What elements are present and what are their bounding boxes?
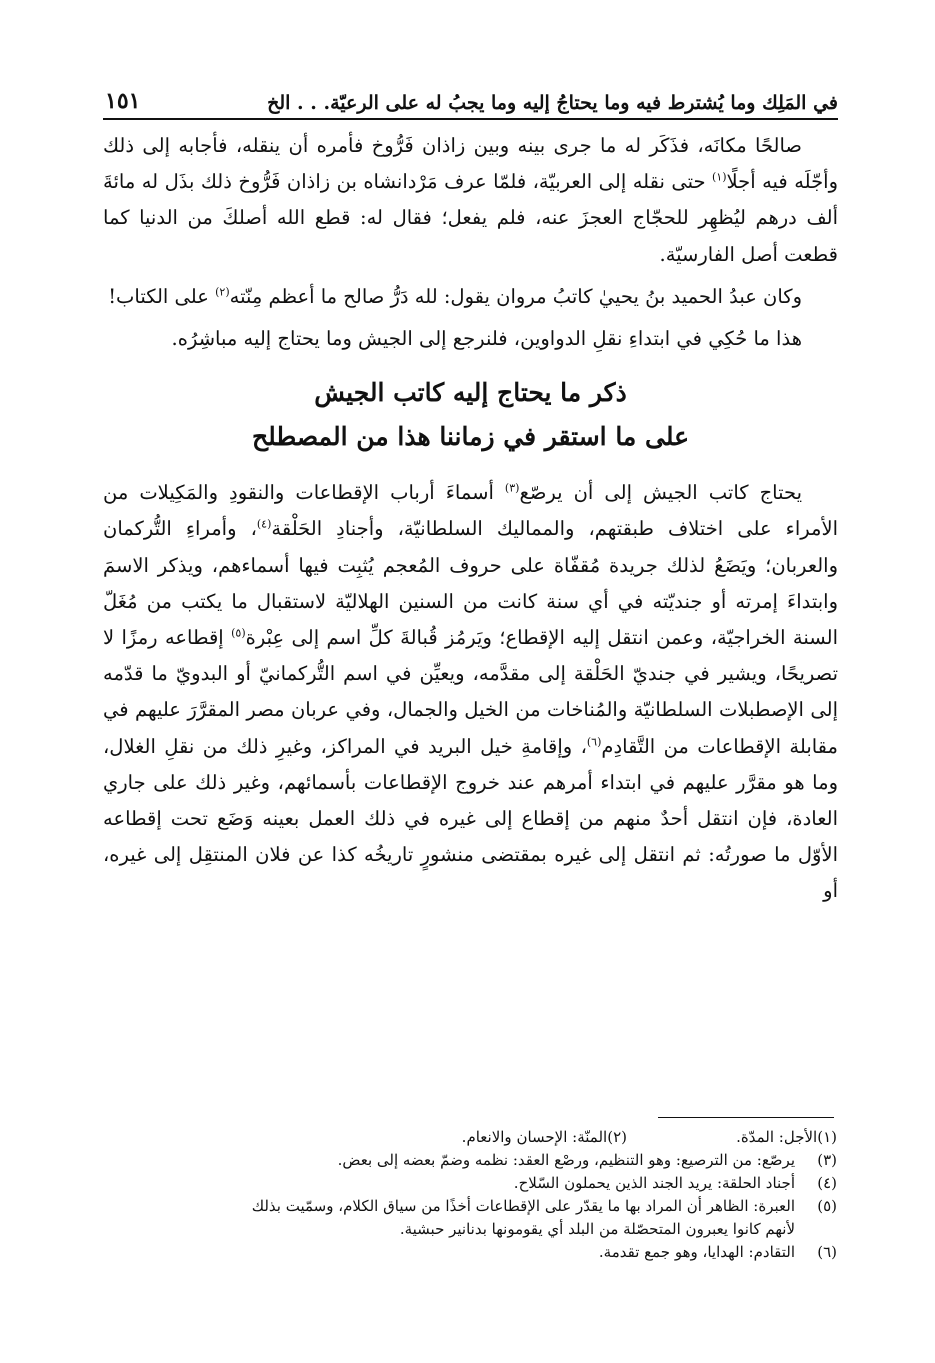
footnote-label: (٣) xyxy=(817,1151,837,1169)
footnote-row-1-2 xyxy=(100,1126,837,1149)
footnote-text: المنّة: الإحسان والانعام. xyxy=(461,1128,608,1146)
footnote-2 xyxy=(100,1126,627,1149)
footnote-ref-5: (٥) xyxy=(231,626,246,640)
section-heading-line-2: على ما استقر في زماننا هذا من المصطلح xyxy=(251,422,690,452)
section-paragraph xyxy=(103,475,838,909)
footnote-3 xyxy=(100,1149,837,1172)
text-run: هذا ما حُكِي في ابتداءِ نقلِ الدواوين، فلنرجع إلى الجيش وما يحتاج إليه مباشِرُه. xyxy=(171,327,802,351)
footnote-5-continuation: لأنهم كانوا يعبرون المتحصّلة من البلد أي يقومونها بدنانير حبشية. xyxy=(399,1220,795,1238)
text-run: على الكتاب! xyxy=(108,284,216,308)
footnotes xyxy=(100,1126,837,1264)
text-run: ، وأمراءِ التُّركمان والعربان؛ ويَضَعُ لذلك جريدة مُقفّاة على حروف المُعجم يُثبِت فيها أسماءهم، ويذكر الاسمَ وابتداءَ إمرته أو جنديّته في أي سنة كانت من السنين الهلاليّة لاستقبال ما يكتب من مُغَلّ السنة الخراجيّة، وعمن انتقل إليه الإقطاع؛ ويَرمُز قُبالةَ كلِّ اسم إلى عِبْرة xyxy=(103,517,838,650)
text-run: وكان عبدُ الحميد بنُ يحييٰ كاتبُ مروان يقول: لله دَرُّ صالح ما أعظم مِنّته xyxy=(229,284,802,308)
footnote-text: يرصّع: من الترصيع: وهو التنظيم، ورصْع العقد: نظمه وضمّ بعضه إلى بعض. xyxy=(337,1151,795,1169)
header-rule xyxy=(103,118,838,120)
text-run: إقطاعه رمزًا لا تصريحًا، ويشير في جنديّ الحَلْقة إلى مقدَّمه، ويعيِّن في اسم التُّركمانيّ أو البدويّ ما قدّمه إلى الإصطبلات السلطانيّة والمُناخات من الخيل والجمال، وفي عربان مصر المقرَّرَ عليهم في مقابلة الإقطاعات من التَّقادِم xyxy=(103,626,838,758)
footnote-label: (٦) xyxy=(817,1243,837,1261)
paragraph-3 xyxy=(103,321,838,357)
page-number: ١٥١ xyxy=(105,88,141,114)
footnotes-rule xyxy=(658,1117,834,1118)
footnote-text: العبرة: الظاهر أن المراد بها ما يقدّر على الإقطاعات أخذًا من سياق الكلام، وسمّيت بذلك xyxy=(251,1197,795,1215)
running-title: في المَلِك وما يُشترط فيه وما يحتاجُ إليه وما يجبُ له على الرعيّة. . . الخ xyxy=(267,92,838,114)
paragraph-1 xyxy=(103,128,838,273)
footnote-label: (١) xyxy=(817,1128,837,1146)
page-header xyxy=(105,76,838,114)
section-heading xyxy=(103,371,838,459)
paragraph-2 xyxy=(103,279,838,315)
text-run: ، وإقامةِ خيل البريد في المراكز، وغيرِ ذلك من نقلِ الغلال، وما هو مقرَّر عليهم في ابتداء أمرهم عند خروج الإقطاعات بأسمائهم، وغير ذلك على جاري العادة، فإن انتقل أحدٌ منهم من إقطاع إلى غيره في ذلك العمل بعينه وَضَع تحت إقطاعه الأوّل ما صورتُه: ثم انتقل إلى غيره بمقتضى منشورٍ تاريخُه كذا عن فلان المنتقِل إلى غيره، أو xyxy=(103,734,838,903)
section-heading-line-1: ذكر ما يحتاج إليه كاتب الجيش xyxy=(314,378,627,408)
footnote-text: الأجل: المدّة. xyxy=(736,1128,818,1146)
text-run: يحتاج كاتب الجيش إلى أن يرصّع xyxy=(519,481,803,505)
footnote-6 xyxy=(100,1241,837,1264)
footnote-label: (٥) xyxy=(817,1197,837,1215)
footnote-1 xyxy=(627,1126,837,1149)
footnote-ref-4: (٤) xyxy=(256,517,272,531)
footnote-5 xyxy=(100,1195,837,1218)
footnote-text: التقادم: الهدايا، وهو جمع تقدمة. xyxy=(598,1243,795,1261)
text-run: صالحًا مكانَه، فذَكَر له ما جرى بينه وبين زاذان فَرُّوخ فأمره أن ينقله، فأجابه إلى ذلك وأجّلَه فيه أجلًا xyxy=(103,134,838,194)
footnote-ref-1: (١) xyxy=(712,170,727,184)
footnote-4 xyxy=(100,1172,837,1195)
footnote-ref-6: (٦) xyxy=(586,735,602,749)
footnote-text: أجناد الحلقة: يريد الجند الذين يحملون السّلاح. xyxy=(513,1174,795,1192)
footnote-label: (٤) xyxy=(817,1174,837,1192)
text-run: أسماءَ أرباب الإقطاعات والنقودِ والمَكِيلات من الأمراء على اختلاف طبقتهم، والمماليك السلطانيّة، وأجنادِ الحَلْقة xyxy=(103,481,838,541)
footnote-ref-3: (٣) xyxy=(504,481,520,495)
main-text xyxy=(103,128,838,916)
footnote-label: (٢) xyxy=(607,1128,627,1146)
text-run: حتى نقله إلى العربيّة، فلمّا عرف مَرْدانشاه بن زاذان فَرُّوخ ذلك بذَل له مائةَ ألف درهم ليُظهِر للحجّاج العجزَ عنه، فلم يفعل؛ فقال له: قطع الله أصلكَ من الدنيا كما قطعت أصل الفارسيّة. xyxy=(103,170,838,266)
footnote-ref-2: (٢) xyxy=(215,285,230,299)
